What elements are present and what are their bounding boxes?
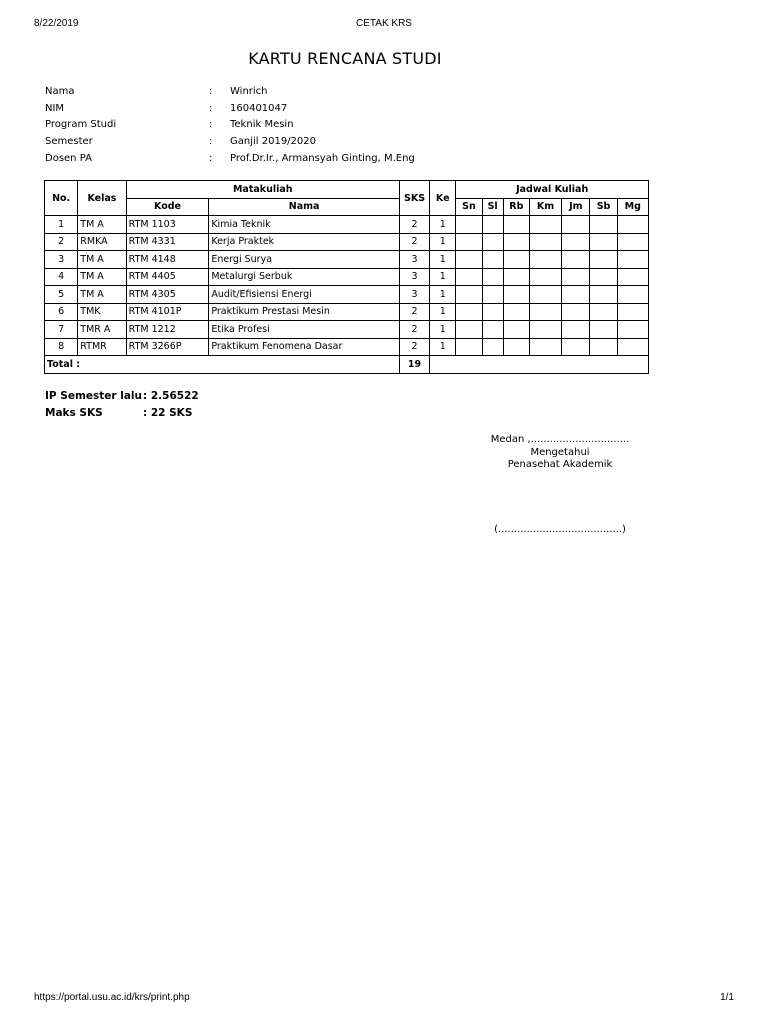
cell-schedule-day	[503, 321, 529, 339]
cell-schedule-day	[562, 216, 590, 234]
cell-schedule-day	[590, 268, 617, 286]
cell-nama: Energi Surya	[209, 251, 400, 269]
cell-schedule-day	[562, 338, 590, 356]
table-header-row	[45, 181, 649, 199]
cell-schedule-day	[617, 303, 648, 321]
col-header-matakuliah: Matakuliah	[126, 181, 399, 199]
info-label: Dosen PA	[45, 152, 92, 164]
cell-ke: 1	[430, 338, 456, 356]
table-row	[45, 233, 649, 251]
info-value: Ganjil 2019/2020	[230, 135, 316, 147]
total-sks: 19	[399, 356, 429, 374]
summary-label: IP Semester lalu	[45, 389, 142, 402]
cell-kode: RTM 4101P	[126, 303, 209, 321]
cell-no: 5	[45, 286, 78, 304]
cell-sks: 2	[399, 303, 429, 321]
cell-schedule-day	[617, 286, 648, 304]
cell-schedule-day	[456, 216, 482, 234]
cell-kode: RTM 1103	[126, 216, 209, 234]
col-header-day: Jm	[562, 198, 590, 216]
cell-schedule-day	[617, 251, 648, 269]
cell-ke: 1	[430, 303, 456, 321]
cell-schedule-day	[529, 268, 561, 286]
cell-schedule-day	[503, 338, 529, 356]
cell-kode: RTM 4148	[126, 251, 209, 269]
print-header-title: CETAK KRS	[356, 18, 412, 29]
cell-schedule-day	[456, 251, 482, 269]
col-header-day: Km	[529, 198, 561, 216]
cell-sks: 2	[399, 338, 429, 356]
col-header-ke: Ke	[430, 181, 456, 216]
cell-no: 1	[45, 216, 78, 234]
cell-schedule-day	[617, 233, 648, 251]
info-value: 160401047	[230, 102, 288, 114]
info-colon: :	[209, 85, 213, 97]
cell-ke: 1	[430, 321, 456, 339]
cell-schedule-day	[503, 251, 529, 269]
cell-schedule-day	[482, 233, 503, 251]
cell-kode: RTM 4405	[126, 268, 209, 286]
cell-kelas: TMR A	[78, 321, 126, 339]
cell-schedule-day	[590, 338, 617, 356]
cell-schedule-day	[617, 338, 648, 356]
cell-schedule-day	[562, 251, 590, 269]
table-subheader-row	[45, 198, 649, 216]
cell-sks: 2	[399, 233, 429, 251]
cell-kelas: TM A	[78, 251, 126, 269]
cell-schedule-day	[482, 216, 503, 234]
academic-summary	[45, 387, 199, 421]
table-row	[45, 268, 649, 286]
col-header-day: Sb	[590, 198, 617, 216]
cell-kelas: RMKA	[78, 233, 126, 251]
cell-nama: Praktikum Fenomena Dasar	[209, 338, 400, 356]
document-title: KARTU RENCANA STUDI	[248, 49, 442, 68]
cell-schedule-day	[562, 233, 590, 251]
cell-schedule-day	[456, 286, 482, 304]
info-value: Winrich	[230, 85, 268, 97]
cell-no: 6	[45, 303, 78, 321]
cell-kode: RTM 4331	[126, 233, 209, 251]
info-colon: :	[209, 119, 213, 131]
cell-schedule-day	[503, 233, 529, 251]
cell-no: 7	[45, 321, 78, 339]
cell-nama: Audit/Efisiensi Energi	[209, 286, 400, 304]
cell-schedule-day	[562, 268, 590, 286]
cell-schedule-day	[482, 251, 503, 269]
total-label: Total :	[45, 356, 400, 374]
info-colon: :	[209, 135, 213, 147]
cell-nama: Praktikum Prestasi Mesin	[209, 303, 400, 321]
cell-sks: 3	[399, 251, 429, 269]
table-row	[45, 216, 649, 234]
info-row-program-studi	[45, 116, 415, 133]
signature-block	[470, 434, 650, 472]
cell-schedule-day	[590, 251, 617, 269]
col-header-day: Rb	[503, 198, 529, 216]
cell-schedule-day	[456, 338, 482, 356]
table-body	[45, 216, 649, 356]
cell-sks: 3	[399, 268, 429, 286]
info-value: Teknik Mesin	[230, 119, 294, 131]
col-header-no: No.	[45, 181, 78, 216]
col-header-kelas: Kelas	[78, 181, 126, 216]
cell-schedule-day	[503, 216, 529, 234]
col-header-day: Mg	[617, 198, 648, 216]
cell-schedule-day	[562, 321, 590, 339]
cell-nama: Etika Profesi	[209, 321, 400, 339]
table-row	[45, 338, 649, 356]
table-total-row	[45, 356, 649, 374]
cell-schedule-day	[562, 286, 590, 304]
cell-ke: 1	[430, 268, 456, 286]
info-row-nim	[45, 100, 415, 117]
info-label: NIM	[45, 102, 65, 114]
cell-schedule-day	[529, 216, 561, 234]
signature-name-line: (.......................................)	[494, 524, 626, 535]
cell-schedule-day	[617, 321, 648, 339]
print-date: 8/22/2019	[34, 18, 79, 29]
cell-schedule-day	[482, 286, 503, 304]
cell-schedule-day	[529, 338, 561, 356]
cell-no: 2	[45, 233, 78, 251]
cell-schedule-day	[590, 216, 617, 234]
cell-kelas: TM A	[78, 286, 126, 304]
info-row-dosen-pa	[45, 150, 415, 167]
col-header-sks: SKS	[399, 181, 429, 216]
cell-no: 3	[45, 251, 78, 269]
cell-schedule-day	[503, 268, 529, 286]
col-header-jadwal-kuliah: Jadwal Kuliah	[456, 181, 649, 199]
cell-schedule-day	[482, 303, 503, 321]
summary-row-ip	[45, 387, 199, 404]
cell-kode: RTM 3266P	[126, 338, 209, 356]
cell-schedule-day	[529, 286, 561, 304]
info-row-nama	[45, 83, 415, 100]
table-row	[45, 303, 649, 321]
cell-schedule-day	[482, 338, 503, 356]
cell-schedule-day	[482, 268, 503, 286]
info-colon: :	[209, 102, 213, 114]
total-empty-cell	[430, 356, 649, 374]
cell-sks: 2	[399, 321, 429, 339]
summary-value: : 22 SKS	[143, 406, 193, 419]
cell-nama: Kerja Praktek	[209, 233, 400, 251]
table-row	[45, 251, 649, 269]
info-label: Semester	[45, 135, 93, 147]
cell-schedule-day	[529, 321, 561, 339]
signature-line2: Penasehat Akademik	[507, 459, 613, 470]
col-header-kode: Kode	[126, 198, 209, 216]
cell-schedule-day	[529, 233, 561, 251]
cell-schedule-day	[529, 303, 561, 321]
cell-nama: Kimia Teknik	[209, 216, 400, 234]
col-header-nama: Nama	[209, 198, 400, 216]
cell-schedule-day	[590, 233, 617, 251]
cell-schedule-day	[503, 286, 529, 304]
signature-line1: Mengetahui	[530, 446, 590, 458]
cell-schedule-day	[482, 321, 503, 339]
cell-schedule-day	[456, 268, 482, 286]
info-label: Nama	[45, 85, 75, 97]
summary-row-maks-sks	[45, 404, 199, 421]
col-header-day: Sn	[456, 198, 482, 216]
cell-schedule-day	[529, 251, 561, 269]
cell-kode: RTM 1212	[126, 321, 209, 339]
print-url: https://portal.usu.ac.id/krs/print.php	[34, 992, 190, 1003]
summary-label: Maks SKS	[45, 406, 103, 419]
cell-schedule-day	[562, 303, 590, 321]
cell-ke: 1	[430, 251, 456, 269]
col-header-day: Sl	[482, 198, 503, 216]
page-number: 1/1	[720, 992, 734, 1003]
signature-place: Medan ,...............................	[490, 434, 630, 445]
cell-nama: Metalurgi Serbuk	[209, 268, 400, 286]
cell-sks: 3	[399, 286, 429, 304]
cell-no: 8	[45, 338, 78, 356]
summary-value: : 2.56522	[143, 389, 199, 402]
cell-schedule-day	[456, 303, 482, 321]
cell-schedule-day	[590, 286, 617, 304]
cell-schedule-day	[590, 303, 617, 321]
cell-sks: 2	[399, 216, 429, 234]
cell-schedule-day	[503, 303, 529, 321]
krs-table	[44, 180, 649, 374]
cell-schedule-day	[456, 233, 482, 251]
cell-schedule-day	[590, 321, 617, 339]
info-value: Prof.Dr.Ir., Armansyah Ginting, M.Eng	[230, 152, 415, 164]
cell-schedule-day	[456, 321, 482, 339]
cell-schedule-day	[617, 268, 648, 286]
cell-no: 4	[45, 268, 78, 286]
table-row	[45, 286, 649, 304]
cell-kelas: RTMR	[78, 338, 126, 356]
info-label: Program Studi	[45, 119, 117, 131]
student-info	[45, 83, 415, 166]
cell-ke: 1	[430, 233, 456, 251]
cell-kelas: TMK	[78, 303, 126, 321]
cell-ke: 1	[430, 286, 456, 304]
cell-kode: RTM 4305	[126, 286, 209, 304]
cell-schedule-day	[617, 216, 648, 234]
cell-ke: 1	[430, 216, 456, 234]
cell-kelas: TM A	[78, 216, 126, 234]
cell-kelas: TM A	[78, 268, 126, 286]
info-colon: :	[209, 152, 213, 164]
table-row	[45, 321, 649, 339]
info-row-semester	[45, 133, 415, 150]
